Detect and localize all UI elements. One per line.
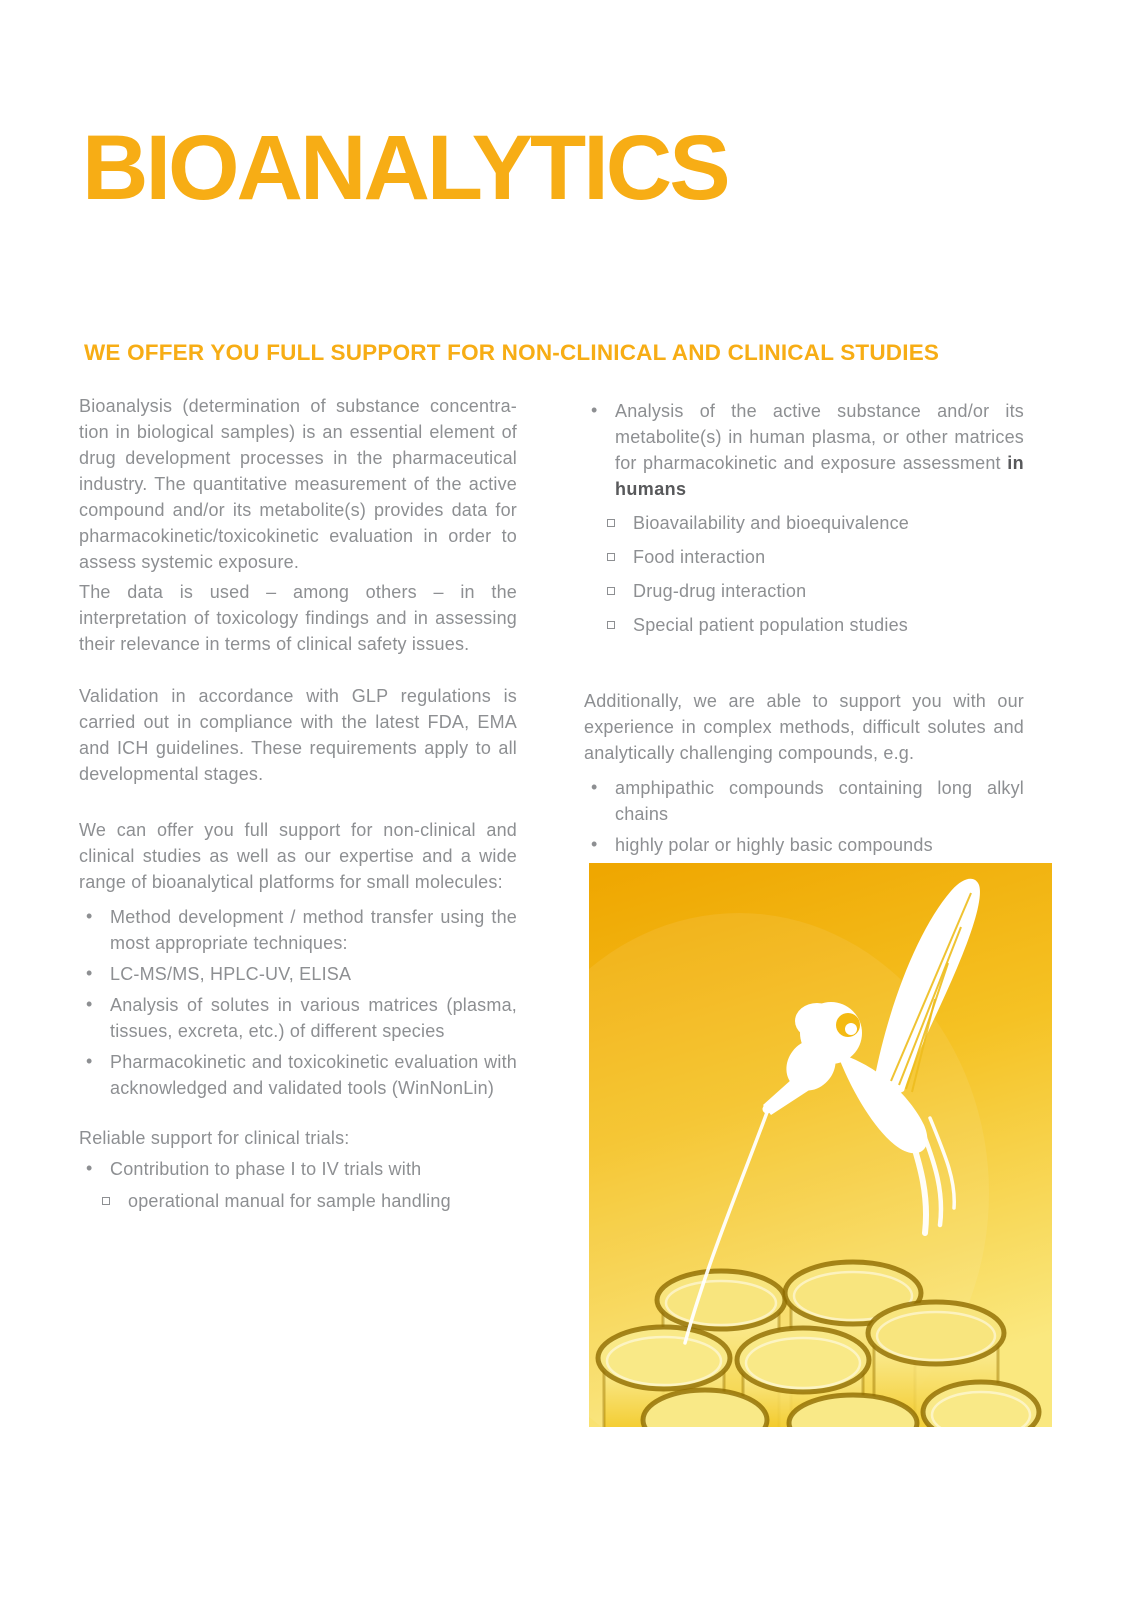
paragraph-bioanalysis: Bioanalysis (determination of substance concentra- tion in biological samples) is an essential element of drug development processes in the pharmaceutical industry. The quantitative measurement of the active compound and/or its metabolite(s) provides data for pharmacokinetic/toxicokinetic evaluation in order to assess systemic exposure.	[79, 396, 517, 572]
list-item-analysis	[584, 398, 1024, 502]
sub-list-item-operational-manual: operational manual for sample handling	[79, 1188, 517, 1214]
right-column	[584, 393, 1024, 889]
clinical-trials-intro: Reliable support for clinical trials:	[79, 1128, 350, 1148]
list-item-analysis-emphasis: in humans	[615, 453, 1024, 499]
left-column	[79, 393, 517, 1214]
sub-list-item-special-patient: Special patient population studies	[584, 612, 1024, 638]
analysis-sub-list	[584, 510, 1024, 638]
capabilities-list	[79, 904, 517, 1101]
paragraph-validation: Validation in accordance with GLP regulations is carried out in compliance with the latest FDA, EMA and ICH guidelines. These requirements apply to all developmental stages.	[79, 686, 517, 784]
sub-list-item-bioavailability: Bioavailability and bioequivalence	[584, 510, 1024, 536]
list-item-phase-trials: • Contribution to phase I to IV trials with	[79, 1156, 517, 1182]
analysis-list	[584, 398, 1024, 502]
test-tube-icon	[923, 1382, 1039, 1427]
list-item-matrices: • Analysis of solutes in various matrices (plasma, tissues, excreta, etc.) of different species	[79, 992, 517, 1044]
page-title: BIOANALYTICS	[82, 117, 728, 219]
paragraph-offer: We can offer you full support for non-clinical and clinical studies as well as our expertise and a wide range of bioanalytical platforms for small molecules:	[79, 820, 517, 892]
list-item-analysis-text: Analysis of the active substance and/or its metabolite(s) in human plasma, or other matrices for pharmacokinetic and exposure assessment	[615, 401, 1024, 473]
list-item-techniques: • LC-MS/MS, HPLC-UV, ELISA	[79, 961, 517, 987]
list-item-method-development: • Method development / method transfer using the most appropriate techniques:	[79, 904, 517, 956]
paragraph-data-use: The data is used – among others – in the interpretation of toxicology findings and in assessing their relevance in terms of clinical safety issues.	[79, 582, 517, 654]
clinical-trials-list	[79, 1156, 517, 1214]
list-item-pk-evaluation: • Pharmacokinetic and toxicokinetic evaluation with acknowledged and validated tools (WinNonLin)	[79, 1049, 517, 1101]
sub-list-item-drug-drug: Drug-drug interaction	[584, 578, 1024, 604]
section-heading: WE OFFER YOU FULL SUPPORT FOR NON-CLINICAL AND CLINICAL STUDIES	[84, 340, 940, 365]
paragraph-additionally: Additionally, we are able to support you with our experience in complex methods, difficult solutes and analytically challenging compounds, e.g.	[584, 691, 1024, 763]
list-item-amphipathic: • amphipathic compounds containing long alkyl chains	[584, 775, 1024, 827]
sub-list-item-food-interaction: Food interaction	[584, 544, 1024, 570]
hummingbird-test-tubes-illustration	[589, 863, 1052, 1427]
list-item-highly-polar: • highly polar or highly basic compounds	[584, 832, 1024, 858]
